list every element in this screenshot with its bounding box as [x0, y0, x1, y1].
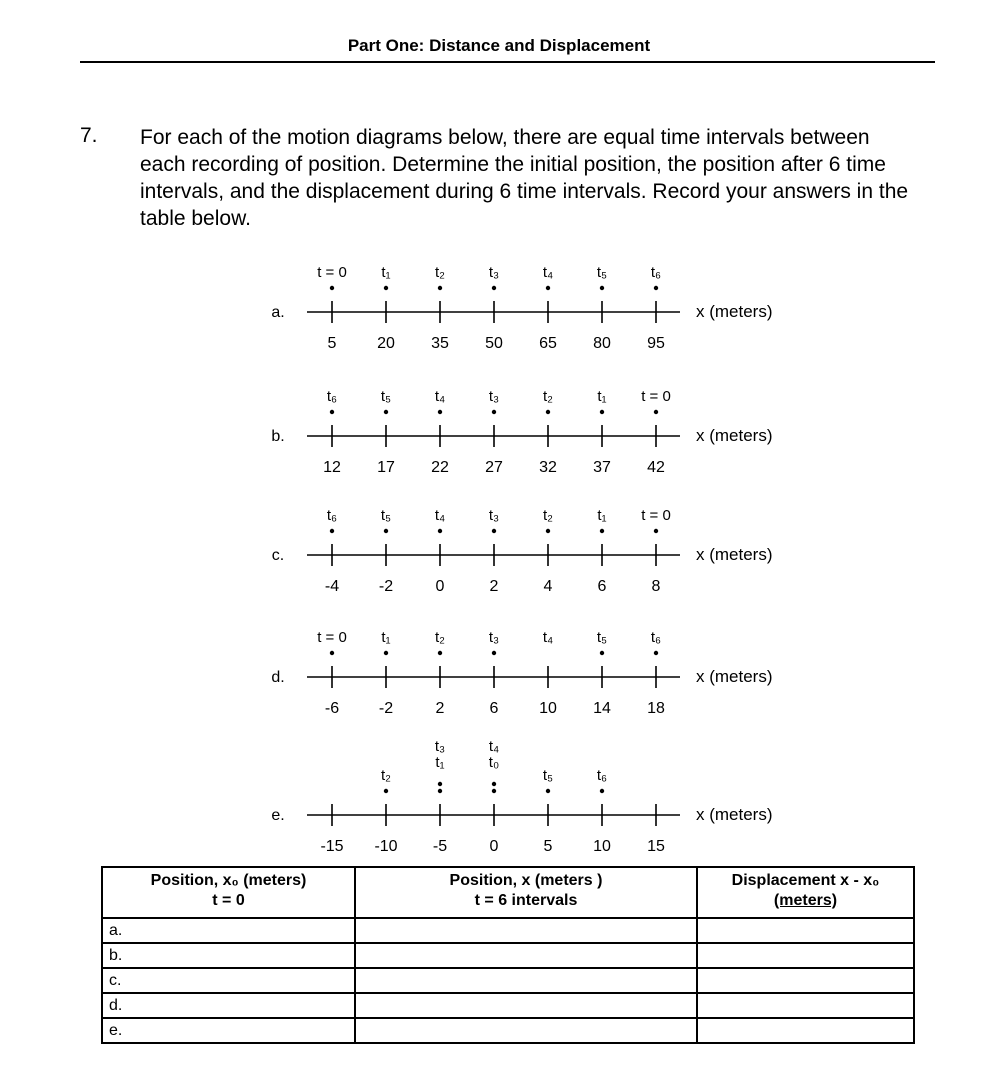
position-dot: [600, 410, 604, 414]
diagram-label: a.: [271, 304, 285, 321]
header-final-position-line1: Position, x (meters ): [449, 872, 603, 889]
axis-label: x (meters): [696, 302, 773, 321]
row-label: a.: [102, 918, 355, 943]
position-dot: [438, 410, 442, 414]
position-dot: [600, 286, 604, 290]
position-dot: [492, 286, 496, 290]
tick-label: 12: [323, 459, 341, 476]
table-row: [102, 943, 914, 968]
position-dot: [492, 529, 496, 533]
time-label: t₂: [435, 629, 445, 646]
header-initial-position-line1: Position, x₀ (meters): [150, 872, 307, 889]
time-label: t₁: [435, 754, 445, 771]
position-dot: [600, 651, 604, 655]
position-dot: [330, 651, 334, 655]
position-dot: [546, 529, 550, 533]
position-dot: [384, 789, 388, 793]
diagram-label: e.: [271, 807, 285, 824]
position-dot: [384, 651, 388, 655]
displacement-cell[interactable]: [697, 918, 914, 943]
time-label: t₂: [543, 388, 553, 405]
header-final-position: [355, 867, 697, 918]
diagram-label: c.: [271, 547, 285, 564]
tick-label: -2: [378, 578, 394, 595]
tick-label: -6: [324, 700, 340, 717]
tick-label: 22: [431, 459, 449, 476]
position-dot: [438, 286, 442, 290]
tick-label: 0: [489, 838, 499, 855]
position-dot: [492, 789, 496, 793]
tick-label: -2: [378, 700, 394, 717]
tick-label: 18: [647, 700, 665, 717]
tick-label: 14: [593, 700, 611, 717]
row-label: b.: [102, 943, 355, 968]
time-label: t₀: [488, 754, 500, 771]
position-dot: [654, 651, 658, 655]
time-label: t₄: [542, 629, 554, 646]
time-label: t₁: [597, 388, 607, 405]
table-row: [102, 993, 914, 1018]
time-label: t₂: [543, 507, 553, 524]
final-position-cell[interactable]: [355, 918, 697, 943]
time-label: t₁: [381, 264, 391, 281]
position-dot: [654, 529, 658, 533]
time-label: t₁: [597, 507, 607, 524]
position-dot: [546, 286, 550, 290]
tick-label: 27: [485, 459, 503, 476]
time-label: t₃: [434, 738, 446, 755]
table-row: [102, 1018, 914, 1043]
position-dot: [546, 789, 550, 793]
tick-label: 50: [485, 335, 503, 352]
time-label: t₆: [650, 264, 662, 281]
time-label: t₅: [380, 507, 392, 524]
time-label: t₄: [434, 507, 446, 524]
time-label: t = 0: [317, 629, 347, 646]
row-label: e.: [102, 1018, 355, 1043]
time-label: t₆: [326, 388, 338, 405]
tick-label: 37: [593, 459, 611, 476]
position-dot: [492, 651, 496, 655]
position-dot: [438, 789, 442, 793]
tick-label: 2: [489, 578, 499, 595]
position-dot: [654, 410, 658, 414]
tick-label: 17: [377, 459, 395, 476]
table-row: [102, 968, 914, 993]
position-dot: [438, 529, 442, 533]
axis-label: x (meters): [696, 545, 773, 564]
header-displacement: [697, 867, 914, 918]
time-label: t₄: [488, 738, 500, 755]
position-dot: [384, 410, 388, 414]
position-dot: [492, 410, 496, 414]
page-title: Part One: Distance and Displacement: [347, 36, 651, 55]
time-label: t₅: [596, 264, 608, 281]
position-dot: [438, 782, 442, 786]
tick-label: 15: [647, 838, 665, 855]
time-label: t₁: [381, 629, 391, 646]
answer-table: [101, 866, 915, 1044]
time-label: t₄: [542, 264, 554, 281]
axis-label: x (meters): [696, 805, 773, 824]
tick-label: 95: [647, 335, 665, 352]
diagram-label: b.: [271, 428, 285, 445]
time-label: t = 0: [641, 507, 671, 524]
time-label: t₃: [488, 629, 500, 646]
tick-label: 10: [593, 838, 611, 855]
table-row: [102, 918, 914, 943]
header-initial-position: [102, 867, 355, 918]
time-label: t₃: [488, 264, 500, 281]
tick-label: 42: [647, 459, 665, 476]
position-dot: [330, 410, 334, 414]
tick-label: 20: [377, 335, 395, 352]
question-text: For each of the motion diagrams below, there are equal time intervals between each recording of position. Determine the initial position, the position after 6 time intervals, and the displacement during 6 time intervals. Record your answers in the table below.: [140, 126, 909, 230]
position-dot: [600, 789, 604, 793]
answer-table-header: [102, 867, 914, 918]
axis-label: x (meters): [696, 426, 773, 445]
time-label: t₆: [650, 629, 662, 646]
position-dot: [384, 529, 388, 533]
tick-label: 8: [651, 578, 661, 595]
position-dot: [492, 782, 496, 786]
header-final-position-line2: t = 6 intervals: [474, 892, 578, 909]
tick-label: 0: [435, 578, 445, 595]
time-label: t = 0: [317, 264, 347, 281]
time-label: t₂: [381, 767, 391, 784]
time-label: t₃: [488, 388, 500, 405]
tick-label: 65: [539, 335, 557, 352]
diagram-label: d.: [271, 669, 285, 686]
tick-label: 32: [539, 459, 557, 476]
tick-label: 6: [597, 578, 607, 595]
header-displacement-line2: (meters): [773, 892, 838, 909]
header-displacement-line1: Displacement x - x₀: [731, 872, 880, 889]
tick-label: -10: [374, 838, 398, 855]
tick-label: 5: [327, 335, 337, 352]
tick-label: -15: [320, 838, 344, 855]
time-label: t₃: [488, 507, 500, 524]
time-label: t₅: [542, 767, 554, 784]
tick-label: 5: [543, 838, 553, 855]
time-label: t₆: [596, 767, 608, 784]
position-dot: [384, 286, 388, 290]
position-dot: [546, 410, 550, 414]
position-dot: [438, 651, 442, 655]
final-position-cell[interactable]: [355, 1018, 697, 1043]
tick-label: 10: [539, 700, 557, 717]
position-dot: [600, 529, 604, 533]
displacement-cell[interactable]: [697, 943, 914, 968]
displacement-cell[interactable]: [697, 1018, 914, 1043]
question-number: 7.: [80, 124, 98, 147]
displacement-cell[interactable]: [697, 968, 914, 993]
header-initial-position-line2: t = 0: [212, 892, 245, 909]
final-position-cell[interactable]: [355, 943, 697, 968]
displacement-cell[interactable]: [697, 993, 914, 1018]
time-label: t₆: [326, 507, 338, 524]
axis-label: x (meters): [696, 667, 773, 686]
time-label: t₅: [380, 388, 392, 405]
tick-label: 6: [489, 700, 499, 717]
tick-label: -4: [324, 578, 340, 595]
final-position-cell[interactable]: [355, 993, 697, 1018]
position-dot: [654, 286, 658, 290]
position-dot: [330, 529, 334, 533]
position-dot: [330, 286, 334, 290]
time-label: t = 0: [641, 388, 671, 405]
row-label: d.: [102, 993, 355, 1018]
tick-label: 2: [435, 700, 445, 717]
time-label: t₄: [434, 388, 446, 405]
tick-label: 35: [431, 335, 449, 352]
final-position-cell[interactable]: [355, 968, 697, 993]
tick-label: 4: [543, 578, 553, 595]
tick-label: 80: [593, 335, 611, 352]
tick-label: -5: [432, 838, 448, 855]
time-label: t₅: [596, 629, 608, 646]
time-label: t₂: [435, 264, 445, 281]
row-label: c.: [102, 968, 355, 993]
